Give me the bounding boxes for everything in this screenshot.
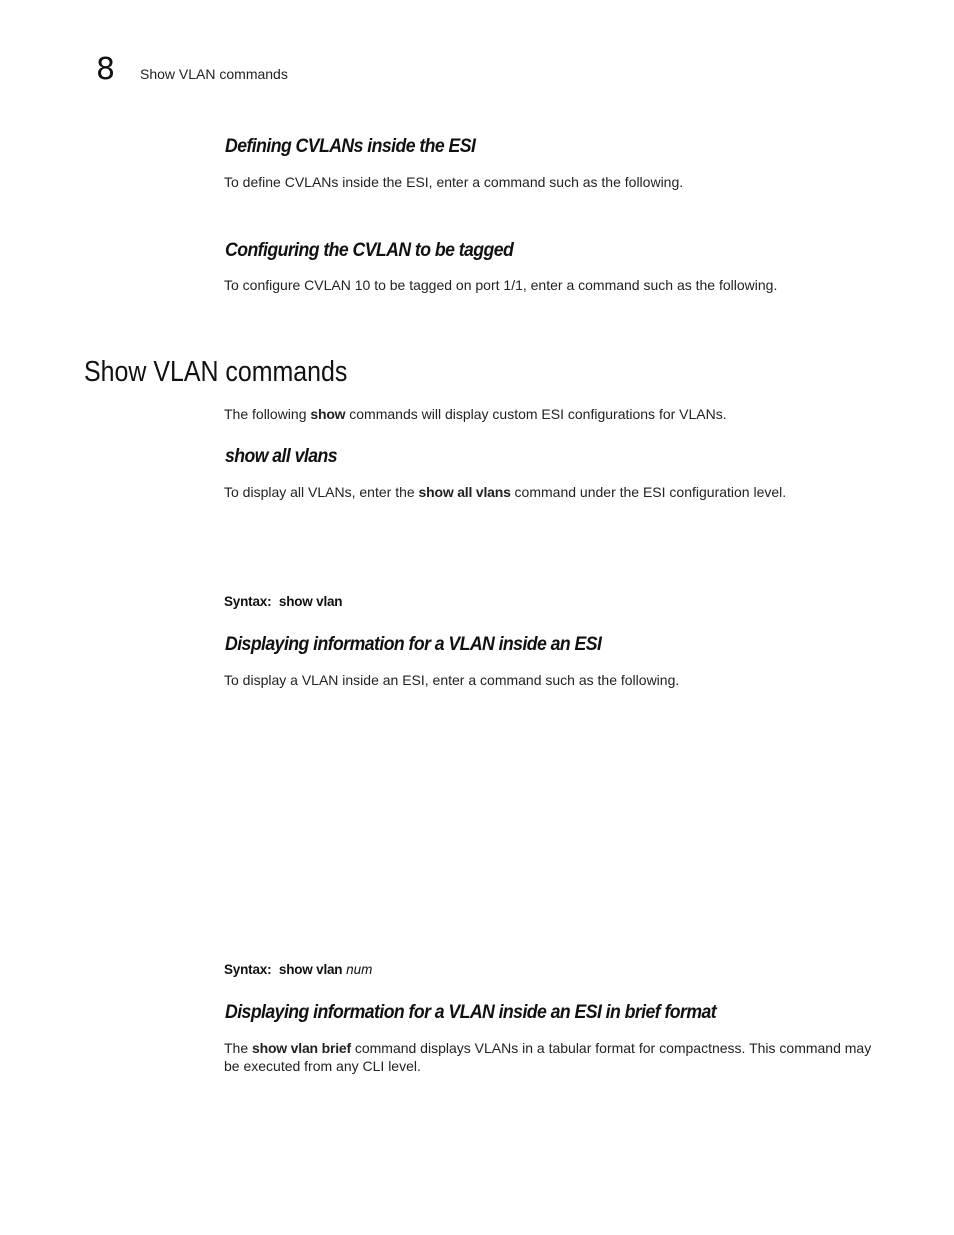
running-header-title: Show VLAN commands [140, 66, 288, 82]
brief-text-before: The [224, 1040, 253, 1056]
paragraph-vlan-inside-esi: To display a VLAN inside an ESI, enter a command such as the following. [224, 672, 680, 688]
show-all-command: show all vlans [418, 484, 511, 500]
paragraph-vlan-brief [224, 1039, 874, 1075]
syntax-label: Syntax: [224, 962, 272, 977]
heading-vlan-inside-esi: Displaying information for a VLAN inside an ESI [225, 634, 602, 655]
syntax-command: show vlan [278, 594, 343, 609]
syntax-argument: num [346, 962, 373, 977]
show-all-text-after: command under the ESI configuration level. [510, 484, 787, 500]
syntax-show-vlan-num [224, 961, 372, 979]
syntax-show-vlan [224, 593, 342, 611]
brief-text-after: command displays VLANs in a tabular format for compactness. This command may be executed from any CLI level. [224, 1040, 872, 1074]
intro-command: show [310, 406, 346, 422]
intro-text-after: commands will display custom ESI configurations for VLANs. [345, 406, 727, 422]
intro-text-before: The following [224, 406, 311, 422]
heading-configuring-tagged: Configuring the CVLAN to be tagged [225, 240, 514, 261]
show-all-text-before: To display all VLANs, enter the [224, 484, 419, 500]
paragraph-show-intro [224, 405, 874, 423]
paragraph-defining-cvlans: To define CVLANs inside the ESI, enter a command such as the following. [224, 174, 684, 190]
section-title-show-vlan-commands: Show VLAN commands [84, 356, 348, 388]
heading-vlan-brief: Displaying information for a VLAN inside an ESI in brief format [225, 1002, 717, 1023]
brief-command: show vlan brief [252, 1040, 351, 1056]
chapter-number: 8 [96, 52, 116, 87]
syntax-label: Syntax: [224, 594, 272, 609]
paragraph-show-all-vlans [224, 483, 874, 501]
syntax-command: show vlan [278, 962, 343, 977]
paragraph-configuring-tagged: To configure CVLAN 10 to be tagged on port 1/1, enter a command such as the following. [224, 277, 778, 293]
heading-defining-cvlans: Defining CVLANs inside the ESI [225, 136, 476, 157]
heading-show-all-vlans: show all vlans [225, 446, 338, 467]
